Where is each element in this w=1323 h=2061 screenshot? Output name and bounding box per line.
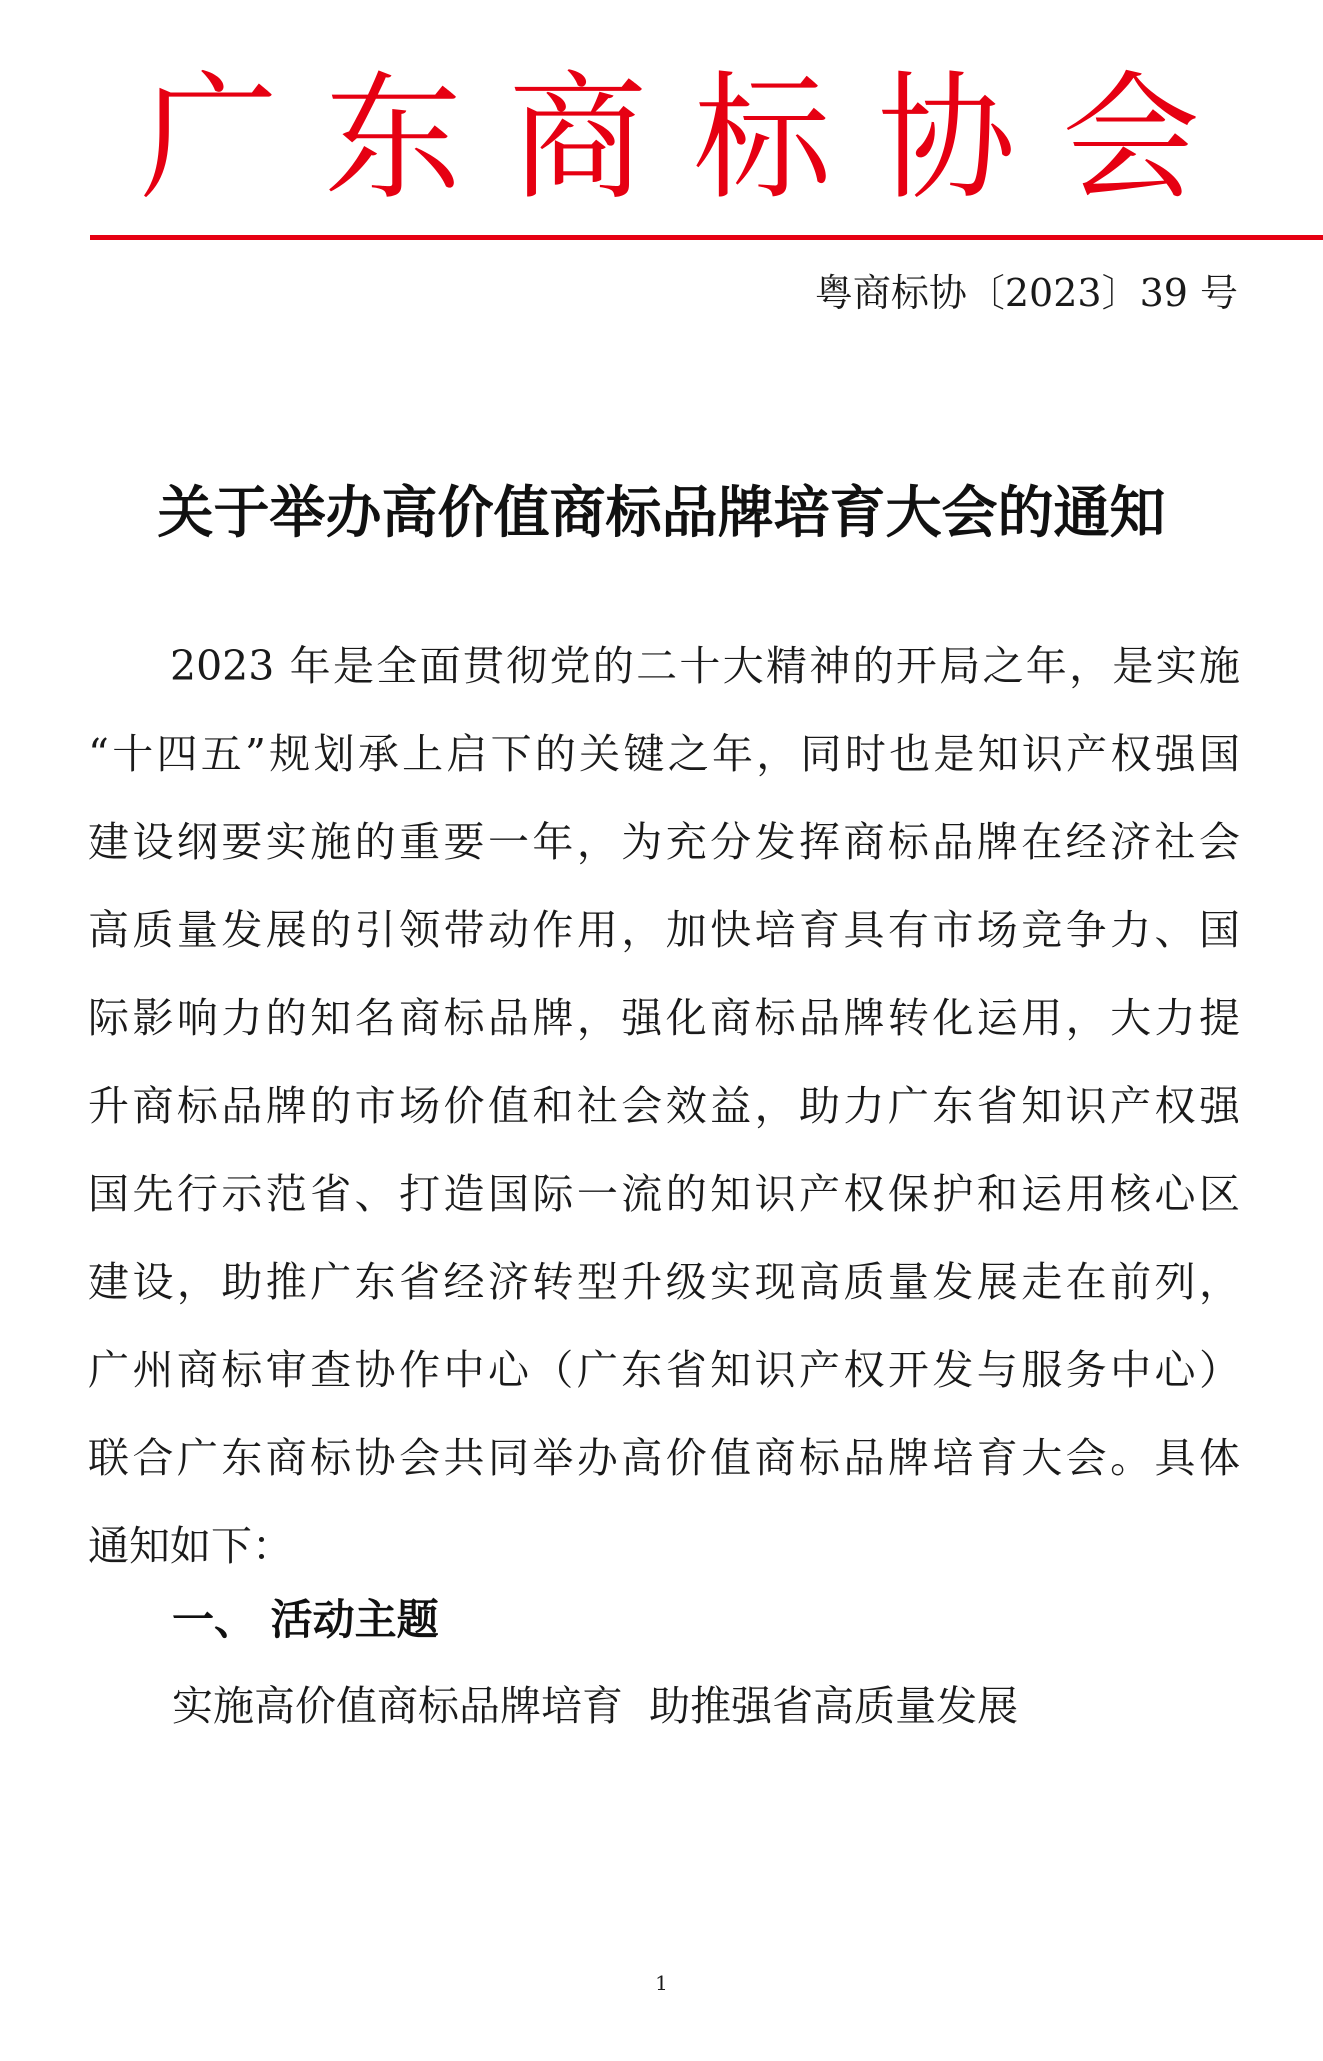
section-heading: 一、 活动主题 <box>172 1595 439 1644</box>
page-number: 1 <box>655 1971 668 1995</box>
body-line: 建设纲要实施的重要一年，为充分发挥商标品牌在经济社会 <box>88 818 1240 866</box>
body-line: 建设，助推广东省经济转型升级实现高质量发展走在前列， <box>88 1258 1240 1306</box>
masthead-char: 标 <box>693 58 832 219</box>
document-number: 粤商标协〔2023〕39 号 <box>814 271 1238 315</box>
red-divider <box>90 235 1323 240</box>
body-line: 联合广东商标协会共同举办高价值商标品牌培育大会。具体 <box>88 1434 1240 1482</box>
body-line: 高质量发展的引领带动作用，加快培育具有市场竞争力、国 <box>88 906 1240 954</box>
masthead-char: 东 <box>324 58 463 219</box>
document-title: 关于举办高价值商标品牌培育大会的通知 <box>157 480 1166 546</box>
masthead-char: 广 <box>140 58 279 219</box>
body-line: 国先行示范省、打造国际一流的知识产权保护和运用核心区 <box>88 1170 1240 1218</box>
body-line: 通知如下： <box>88 1522 293 1570</box>
masthead-char: 协 <box>877 58 1016 219</box>
body-line: 广州商标审查协作中心（广东省知识产权开发与服务中心） <box>88 1346 1240 1394</box>
body-line: “十四五”规划承上启下的关键之年，同时也是知识产权强国 <box>88 730 1240 778</box>
section-text: 实施高价值商标品牌培育 助推强省高质量发展 <box>172 1682 1019 1730</box>
masthead-char: 会 <box>1061 58 1200 219</box>
masthead-char: 商 <box>508 58 647 219</box>
body-paragraph <box>88 622 1240 1590</box>
org-masthead <box>140 58 1200 219</box>
body-line: 际影响力的知名商标品牌，强化商标品牌转化运用，大力提 <box>88 994 1240 1042</box>
body-line: 2023 年是全面贯彻党的二十大精神的开局之年，是实施 <box>170 642 1240 690</box>
body-line: 升商标品牌的市场价值和社会效益，助力广东省知识产权强 <box>88 1082 1240 1130</box>
